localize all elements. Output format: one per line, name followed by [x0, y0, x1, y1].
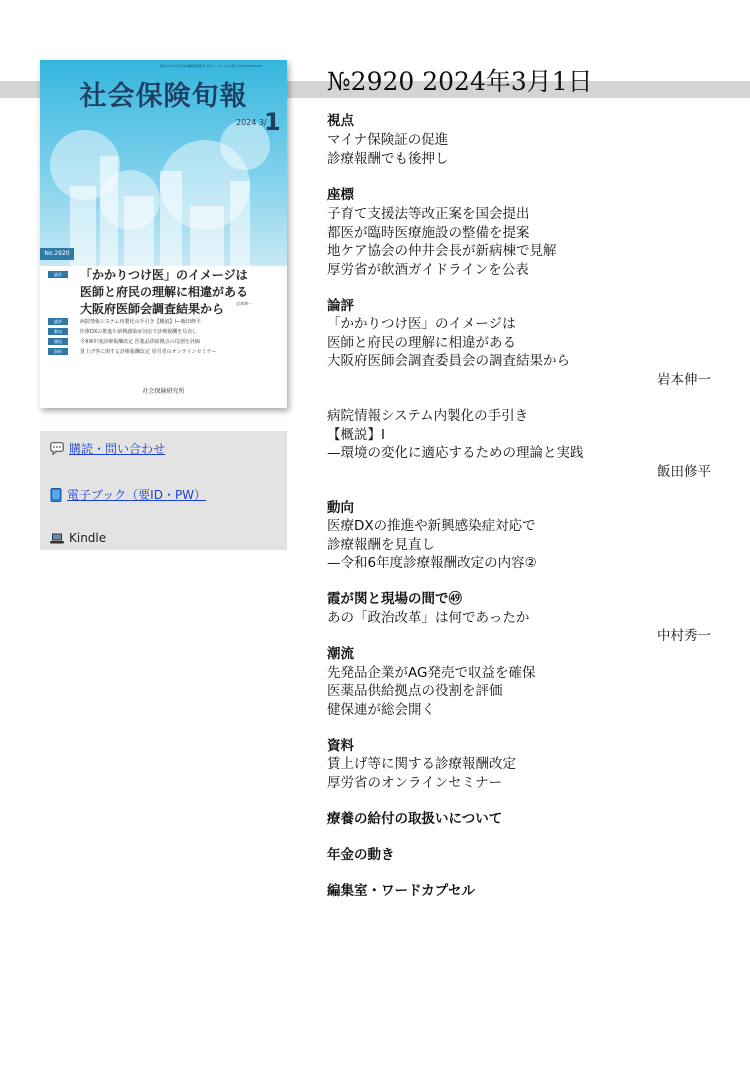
toc-line: 診療報酬を見直し — [327, 537, 435, 553]
toc-line: 大阪府医師会調査委員会の調査結果から — [327, 353, 570, 369]
cover-title: 社会保険旬報 — [79, 81, 248, 112]
toc-section-heading: 潮流 — [327, 646, 354, 662]
toc-line: —令和6年度診療報酬改定の内容② — [327, 555, 537, 571]
toc-line: 病院情報システム内製化の手引き — [327, 408, 529, 424]
cover-item: 病院情報システム内製化の手引き【概説】Ⅰ—飯田修平 — [80, 319, 201, 325]
ebook-link-row[interactable] — [50, 486, 206, 503]
toc-line: 賃上げ等に関する診療報酬改定 — [327, 756, 516, 772]
cover-item-tag: 動向 — [48, 328, 68, 335]
cover-issue-number: No.2920 — [40, 248, 74, 260]
cover-item: 医療DXの推進や新興感染症対応で診療報酬を見直し — [80, 329, 198, 335]
book-icon — [50, 488, 62, 502]
subscribe-link-row[interactable] — [50, 440, 165, 457]
ebook-link[interactable]: 電子ブック（要ID・PW） — [67, 488, 207, 502]
toc-line: あの「政治改革」は何であったか — [327, 610, 530, 626]
speech-bubble-icon — [50, 442, 64, 455]
cover-headline-author: 岩本伸一 — [236, 301, 252, 306]
cover-headline-line: 大阪府医師会調査結果から — [80, 302, 225, 316]
toc-section-heading: 年金の動き — [327, 847, 395, 863]
toc-line: マイナ保険証の促進 — [327, 132, 449, 148]
cover-item-tag: 資料 — [48, 348, 68, 355]
toc-line: 先発品企業がAG発売で収益を確保 — [327, 665, 536, 681]
laptop-icon — [50, 533, 64, 544]
toc-section-heading: 療養の給付の取扱いについて — [327, 811, 503, 827]
toc-line: 都医が臨時医療施設の整備を提案 — [327, 225, 530, 241]
toc-line: 健保連が総会開く — [327, 702, 435, 718]
cover-fine-print: 昭和33年7月5日第3種郵便物認可 毎月1・11・21日発行 ISSN 0385-0145 — [160, 64, 263, 68]
toc-section-heading: 座標 — [327, 187, 354, 203]
toc-line: 厚労省のオンラインセミナー — [327, 775, 503, 791]
kindle-link-row[interactable] — [50, 531, 106, 545]
cover-date: 2024 3/ — [236, 118, 267, 127]
cover-artwork — [40, 60, 287, 266]
cover-date-day: 1 — [264, 108, 281, 136]
cover-headline-tag: 論評 — [48, 271, 68, 278]
cover-item-tag: 論評 — [48, 318, 68, 325]
toc-line: 「かかりつけ医」のイメージは — [327, 316, 516, 332]
subscribe-link[interactable]: 購読・問い合わせ — [69, 442, 166, 456]
cover-item-tag: 潮流 — [48, 338, 68, 345]
toc-line: —環境の変化に適応するための理論と実践 — [327, 445, 584, 461]
toc-section-heading: 視点 — [327, 113, 354, 129]
toc-line: 地ケア協会の仲井会長が新病棟で見解 — [327, 243, 557, 259]
toc-line: 医師と府民の理解に相違がある — [327, 335, 516, 351]
kindle-link[interactable]: Kindle — [69, 531, 107, 545]
toc-line: 子育て支援法等改正案を国会提出 — [327, 206, 530, 222]
toc-line: 医療DXの推進や新興感染症対応で — [327, 518, 536, 534]
toc-line: 医薬品供給拠点の役割を評価 — [327, 683, 503, 699]
link-panel — [40, 431, 287, 550]
toc-section-heading: 編集室・ワードカプセル — [327, 883, 475, 899]
toc-line: 【概説】Ⅰ — [327, 427, 385, 443]
toc-section-heading: 霞が関と現場の間で㊾ — [327, 591, 462, 607]
cover-headline-line: 「かかりつけ医」のイメージは — [80, 268, 248, 282]
issue-heading: №2920 2024年3月1日 — [327, 67, 593, 96]
toc-author: 岩本伸一 — [657, 372, 711, 388]
cover-publisher: 社会保険研究所 — [142, 388, 185, 395]
toc-section-heading: 論評 — [327, 298, 354, 314]
toc-author: 中村秀一 — [657, 628, 711, 644]
magazine-cover[interactable] — [40, 60, 287, 408]
toc-line: 診療報酬でも後押し — [327, 151, 449, 167]
toc-section-heading: 動向 — [327, 500, 354, 516]
toc-section-heading: 資料 — [327, 738, 354, 754]
cover-item: 賃上げ等に関する診療報酬改定 厚労省のオンラインセミナー — [80, 349, 217, 355]
toc-line: 厚労省が飲酒ガイドラインを公表 — [327, 262, 529, 278]
toc-author: 飯田修平 — [657, 464, 711, 480]
cover-headline-line: 医師と府民の理解に相違がある — [80, 285, 249, 299]
cover-item: 令和6年度診療報酬改定 医薬品供給拠点の役割を評価 — [80, 339, 200, 345]
